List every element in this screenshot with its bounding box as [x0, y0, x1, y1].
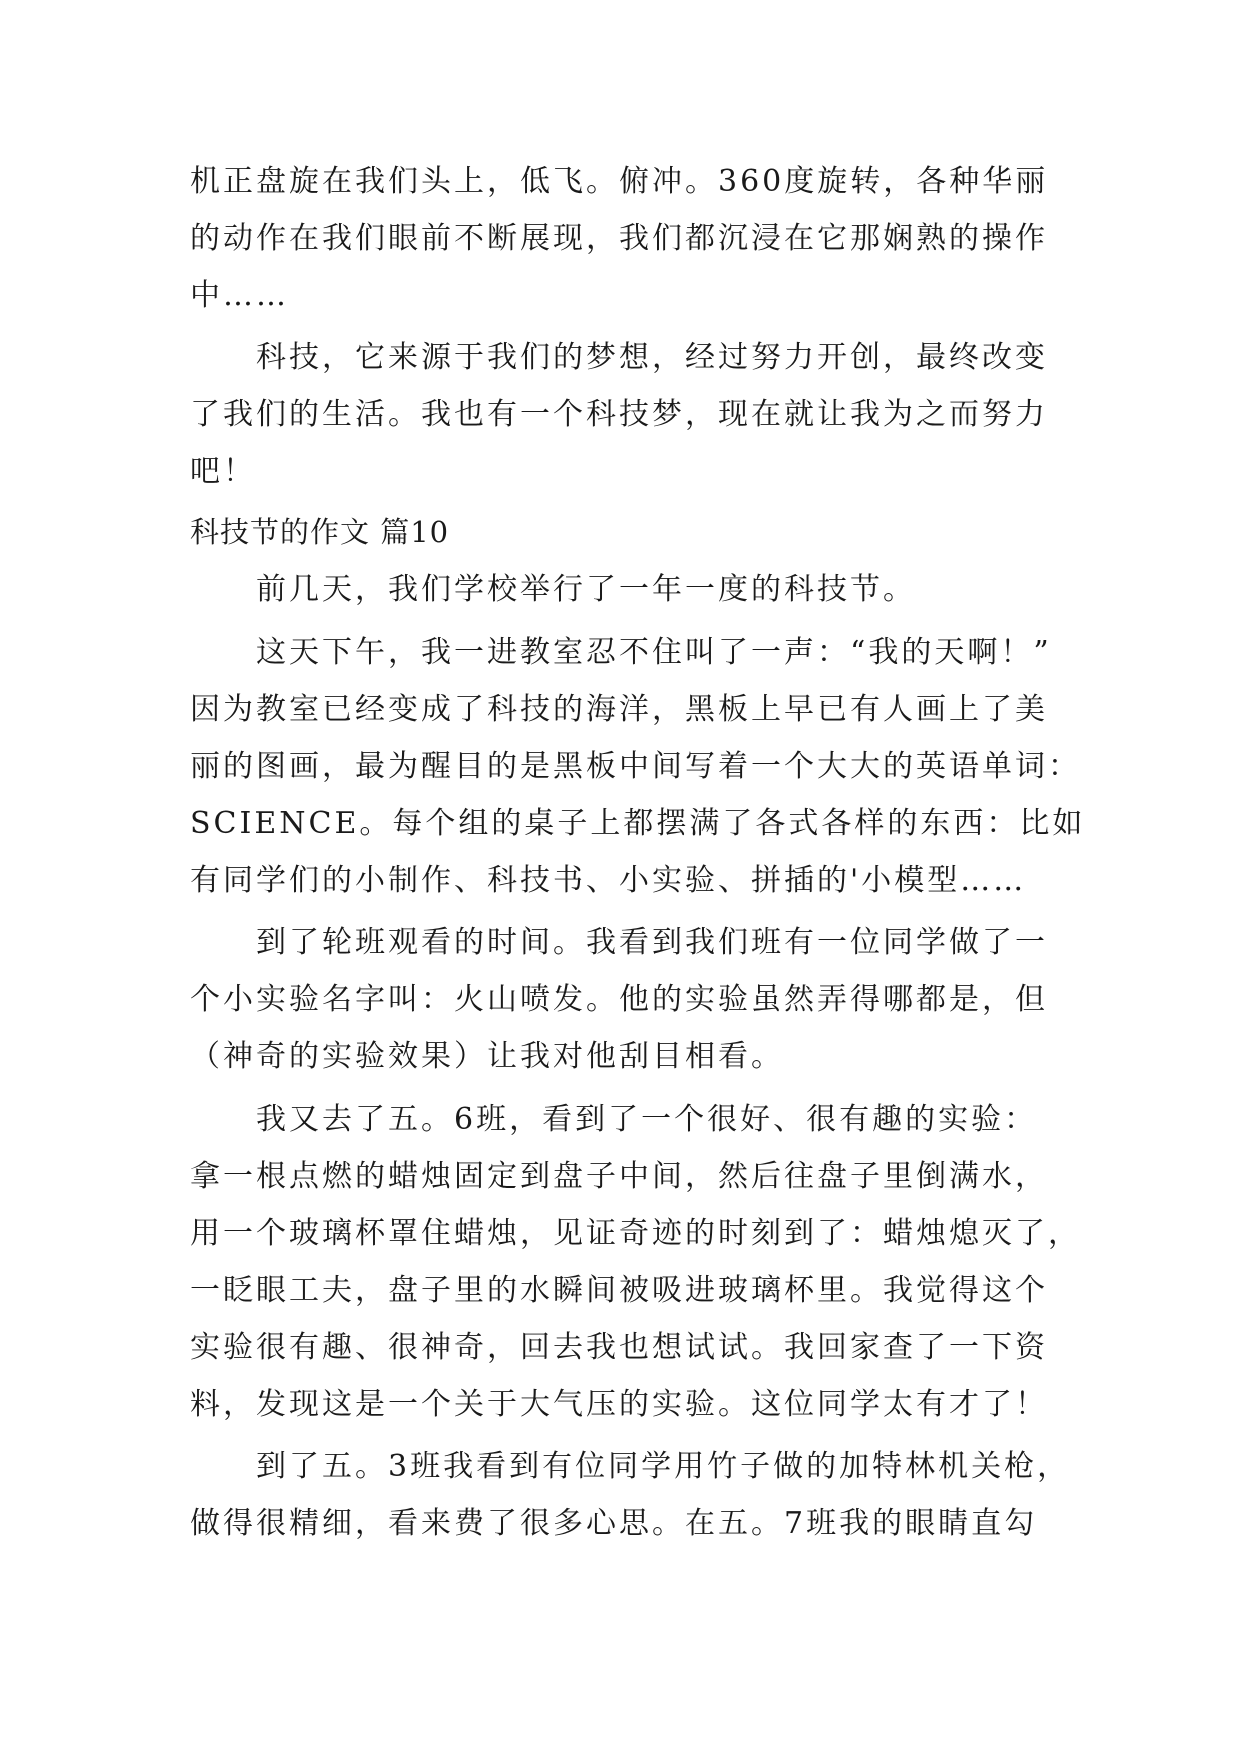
- text-line: 个小实验名字叫：火山喷发。他的实验虽然弄得哪都是，但: [190, 982, 1048, 1017]
- text-line: 中……: [190, 278, 289, 313]
- section-heading: 科技节的作文 篇10: [190, 515, 450, 549]
- text-line: 我又去了五。6班，看到了一个很好、很有趣的实验：: [256, 1102, 1038, 1137]
- text-line: 料，发现这是一个关于大气压的实验。这位同学太有才了！: [190, 1387, 1048, 1422]
- text-line: 前几天，我们学校举行了一年一度的科技节。: [256, 572, 916, 607]
- text-line: 因为教室已经变成了科技的海洋，黑板上早已有人画上了美: [190, 692, 1048, 727]
- text-line: SCIENCE。每个组的桌子上都摆满了各式各样的东西：比如: [190, 806, 1086, 841]
- text-line: 一眨眼工夫，盘子里的水瞬间被吸进玻璃杯里。我觉得这个: [190, 1273, 1048, 1308]
- text-line: 做得很精细，看来费了很多心思。在五。7班我的眼睛直勾: [190, 1506, 1038, 1541]
- text-line: 实验很有趣、很神奇，回去我也想试试。我回家查了一下资: [190, 1330, 1048, 1365]
- text-line: 了我们的生活。我也有一个科技梦，现在就让我为之而努力: [190, 397, 1048, 432]
- text-line: 拿一根点燃的蜡烛固定到盘子中间，然后往盘子里倒满水，: [190, 1159, 1048, 1194]
- text-line: 科技，它来源于我们的梦想，经过努力开创，最终改变: [256, 340, 1048, 375]
- text-line: 有同学们的小制作、科技书、小实验、拼插的'小模型……: [190, 863, 1027, 898]
- text-line: 吧！: [190, 454, 256, 489]
- text-line: （神奇的实验效果）让我对他刮目相看。: [190, 1039, 784, 1074]
- text-line: 丽的图画，最为醒目的是黑板中间写着一个大大的英语单词：: [190, 749, 1081, 784]
- text-line: 到了五。3班我看到有位同学用竹子做的加特林机关枪，: [256, 1449, 1071, 1484]
- text-line: 这天下午，我一进教室忍不住叫了一声：“我的天啊！”: [256, 635, 1052, 670]
- text-line: 用一个玻璃杯罩住蜡烛，见证奇迹的时刻到了：蜡烛熄灭了，: [190, 1216, 1081, 1251]
- text-line: 到了轮班观看的时间。我看到我们班有一位同学做了一: [256, 925, 1048, 960]
- text-line: 的动作在我们眼前不断展现，我们都沉浸在它那娴熟的操作: [190, 221, 1048, 256]
- text-line: 机正盘旋在我们头上，低飞。俯冲。360度旋转，各种华丽: [190, 164, 1049, 199]
